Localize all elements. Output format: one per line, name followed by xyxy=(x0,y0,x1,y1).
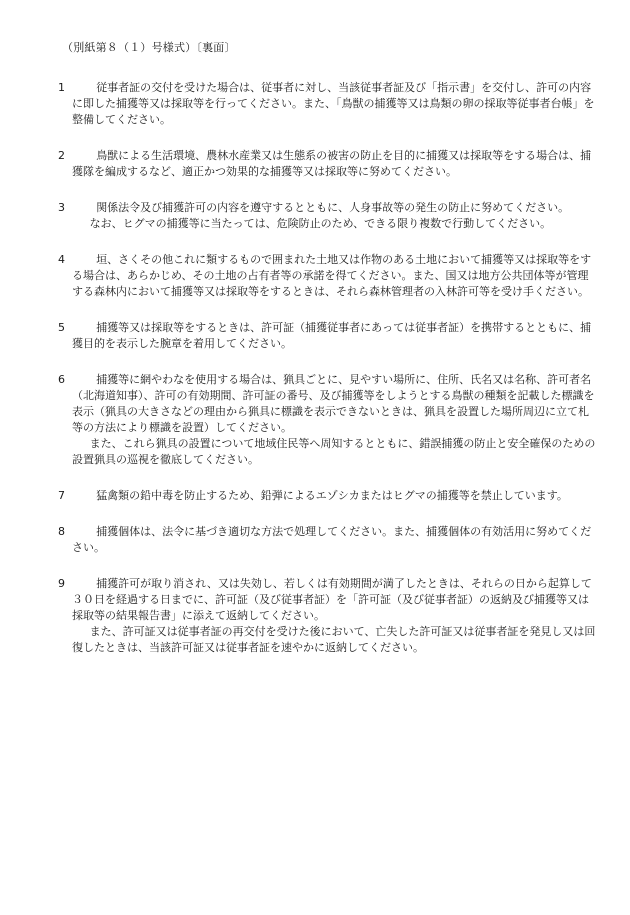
notice-item-number: 4 xyxy=(58,253,65,266)
notice-item-number: 3 xyxy=(58,201,65,214)
notice-paragraph: また、これら猟具の設置について地域住民等へ周知するとともに、錯誤捕獲の防止と安全確保のための設置猟具の巡視を徹底してください。 xyxy=(72,437,596,466)
notice-paragraph: 捕獲等に網やわなを使用する場合は、猟具ごとに、見やすい場所に、住所、氏名又は名称、許可者名（北海道知事）、許可の有効期間、許可証の番号、及び捕獲等をしようとする鳥獣の種類を記載した標識を表示（猟具の大きさなどの理由から猟具に標識を表示できないときは、猟具を設置した場所周辺に立て札等の方法により標識を設置）してください。 xyxy=(72,373,595,434)
notice-paragraph: 捕獲等又は採取等をするときは、許可証（捕獲従事者にあっては従事者証）を携帯するとともに、捕獲目的を表示した腕章を着用してください。 xyxy=(72,321,592,350)
notice-paragraph: 捕獲個体は、法令に基づき適切な方法で処理してください。また、捕獲個体の有効活用に努めてください。 xyxy=(72,525,592,554)
notice-item-number: 2 xyxy=(58,149,65,162)
notice-item-body xyxy=(62,80,596,128)
notice-item-body xyxy=(62,576,596,656)
notice-item xyxy=(58,200,596,232)
notice-item xyxy=(58,252,596,300)
notice-paragraph: 関係法令及び捕獲許可の内容を遵守するとともに、人身事故等の発生の防止に努めてください。 xyxy=(96,201,570,214)
notice-item-body xyxy=(62,372,596,468)
notice-paragraph: 垣、さくその他これに類するもので囲まれた土地又は作物のある土地において捕獲等又は採取等をする場合は、あらかじめ、その土地の占有者等の承諾を得てください。また、国又は地方公共団体等が管理する森林内において捕獲等又は採取等をするときは、それら森林管理者の入林許可等を受け手ください。 xyxy=(72,253,592,298)
notice-paragraph: 従事者証の交付を受けた場合は、従事者に対し、当該従事者証及び「指示書」を交付し、許可の内容に即した捕獲等又は採取等を行ってください。また、「鳥獣の捕獲等又は鳥類の卵の採取等従事者台帳」を整備してください。 xyxy=(72,81,595,126)
notice-item xyxy=(58,80,596,128)
notice-item-number: 7 xyxy=(58,489,65,502)
notice-item-number: 5 xyxy=(58,321,65,334)
notice-item-body xyxy=(62,488,596,504)
notice-item-body xyxy=(62,148,596,180)
notice-item xyxy=(58,372,596,468)
notice-item-body xyxy=(62,524,596,556)
notice-item-body xyxy=(62,200,596,232)
notice-item-number: 8 xyxy=(58,525,65,538)
notice-item xyxy=(58,576,596,656)
notice-item xyxy=(58,488,596,504)
notice-item xyxy=(58,320,596,352)
notice-paragraph: また、許可証又は従事者証の再交付を受けた後において、亡失した許可証又は従事者証を発見し又は回復したときは、当該許可証又は従事者証を速やかに返納してください。 xyxy=(72,625,596,654)
notice-item xyxy=(58,524,596,556)
notice-item-body xyxy=(62,252,596,300)
notice-item xyxy=(58,148,596,180)
notice-item-body xyxy=(62,320,596,352)
notice-paragraph: 猛禽類の鉛中毒を防止するため、鉛弾によるエゾシカまたはヒグマの捕獲等を禁止しています。 xyxy=(96,489,568,502)
notice-paragraph: 鳥獣による生活環境、農林水産業又は生態系の被害の防止を目的に捕獲又は採取等をする場合は、捕獲隊を編成するなど、適正かつ効果的な捕獲等又は採取等に努めてください。 xyxy=(72,149,592,178)
form-reference: （別紙第８（１）号様式）〔裏面〕 xyxy=(62,41,236,54)
notice-item-number: 1 xyxy=(58,81,65,94)
notice-item-number: 6 xyxy=(58,373,65,386)
notice-item-number: 9 xyxy=(58,577,65,590)
notice-list xyxy=(58,80,596,656)
notice-paragraph: なお、ヒグマの捕獲等に当たっては、危険防止のため、できる限り複数で行動してください。 xyxy=(89,217,552,230)
notice-paragraph: 捕獲許可が取り消され、又は失効し、若しくは有効期間が満了したときは、それらの日から起算して３０日を経過する日までに、許可証（及び従事者証）を「許可証（及び従事者証）の返納及び捕獲等又は採取等の結果報告書」に添えて返納してください。 xyxy=(72,577,592,622)
